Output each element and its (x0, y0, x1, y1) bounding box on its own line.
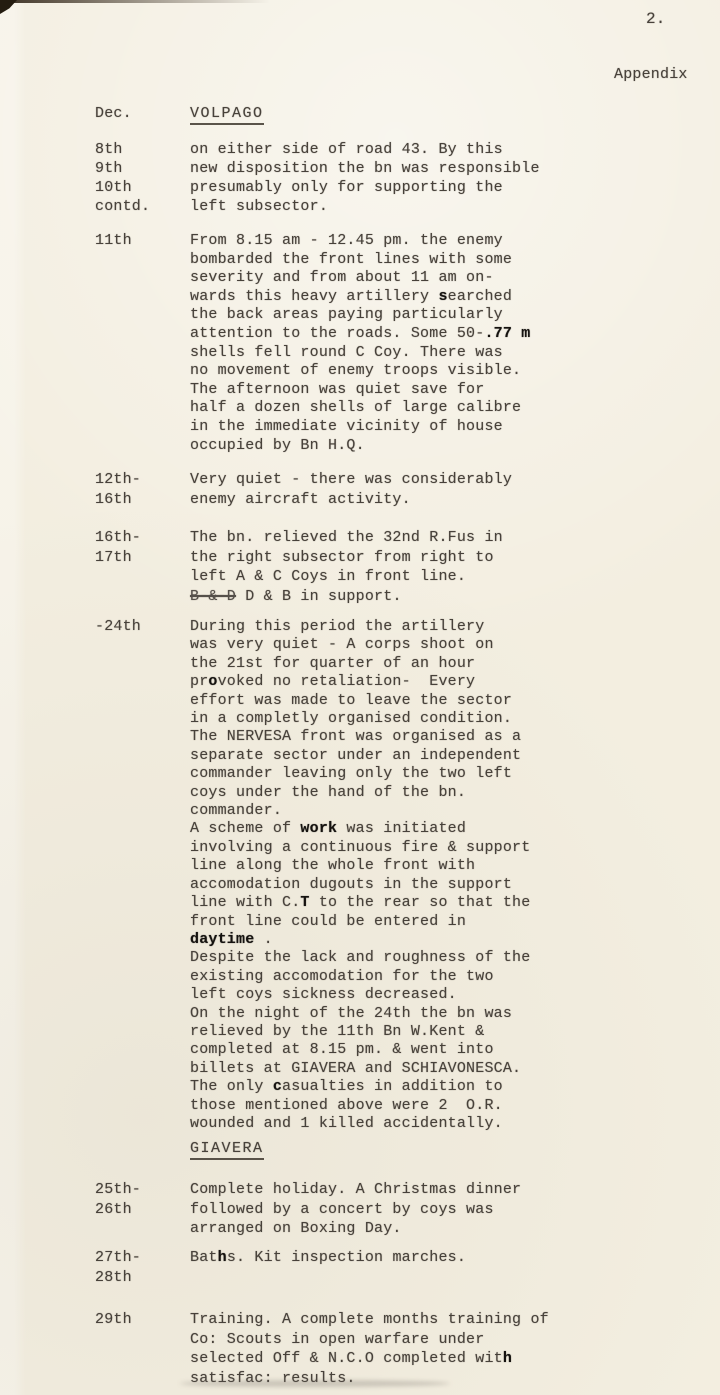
entry-dates (95, 232, 132, 251)
date-line: 12th- (95, 471, 142, 488)
bold-text: daytime (190, 930, 255, 948)
body-line: new disposition the bn was responsible (190, 160, 540, 177)
date-line: 17th (95, 548, 132, 566)
body-line: billets at GIAVERA and SCHIAVONESCA. (190, 1059, 522, 1077)
body-line: no movement of enemy troops visible. (190, 362, 522, 380)
body-line: existing accomodation for the two (190, 967, 494, 985)
corner-mark (0, 0, 17, 14)
entry-body (190, 1310, 549, 1388)
body-line: the 21st for quarter of an hour (190, 654, 476, 672)
body-line: on either side of road 43. By this (190, 141, 503, 158)
bold-text: o (208, 673, 218, 691)
entry-dates (95, 528, 141, 567)
date-line: 8th (95, 141, 123, 158)
bold-text: s (438, 287, 448, 305)
date-line: contd. (95, 198, 151, 215)
body-line: left A & C Coys in front line. (190, 568, 467, 585)
entry-body (190, 1180, 521, 1239)
bold-text: h (502, 1350, 513, 1367)
body-line: presumably only for supporting the (190, 179, 503, 196)
entry-dates (95, 1310, 132, 1330)
body-line: The afternoon was quiet save for (190, 380, 485, 398)
body-line: Co: Scouts in open warfare under (190, 1330, 485, 1348)
body-line: followed by a concert by coys was (190, 1200, 494, 1218)
body-line: selected Off & N.C.O completed with (190, 1350, 513, 1367)
body-line: commander leaving only the two left (190, 765, 513, 783)
body-line: Despite the lack and roughness of the (190, 949, 531, 967)
body-line: provoked no retaliation- Every (190, 673, 476, 691)
body-line: attention to the roads. Some 50-.77 m (190, 324, 531, 342)
body-line: Baths. Kit inspection marches. (190, 1249, 467, 1266)
body-line: Very quiet - there was considerably (190, 471, 513, 488)
body-line: During this period the artillery (190, 618, 485, 635)
date-line: 9th (95, 160, 123, 177)
page-number: 2. (646, 10, 666, 28)
entry-dates (95, 470, 141, 510)
bold-text: c (272, 1078, 283, 1096)
body-line: separate sector under an independent (190, 746, 522, 764)
body-line: bombarded the front lines with some (190, 250, 513, 268)
bottom-smudge (180, 1380, 450, 1387)
date-line: 25th- (95, 1181, 142, 1198)
body-line: From 8.15 am - 12.45 pm. the enemy (190, 232, 503, 249)
date-line: 26th (95, 1200, 132, 1218)
body-line: wounded and 1 killed accidentally. (190, 1114, 503, 1132)
body-line: the right subsector from right to (190, 548, 494, 566)
body-line: line with C.T to the rear so that the (190, 894, 531, 912)
body-line: involving a continuous fire & support (190, 838, 531, 856)
entry-dates (95, 1180, 141, 1219)
body-line: wards this heavy artillery searched (190, 287, 513, 305)
date-line: 10th (95, 179, 132, 196)
body-line: severity and from about 11 am on- (190, 269, 494, 287)
body-line: The NERVESA front was organised as a (190, 728, 522, 746)
entry-dates (95, 618, 141, 636)
date-line: 27th- (95, 1249, 142, 1266)
month-label: Dec. (95, 105, 132, 122)
body-line: in the immediate vicinity of house (190, 417, 503, 435)
section-heading: GIAVERA (190, 1140, 264, 1160)
body-line: line along the whole front with (190, 857, 476, 875)
body-line: enemy aircraft activity. (190, 491, 411, 508)
bold-text: .77 m (484, 324, 531, 342)
entry-body (190, 232, 530, 455)
body-line: completed at 8.15 pm. & went into (190, 1041, 494, 1059)
entry-dates (95, 140, 150, 216)
section-header-giavera (190, 1140, 264, 1160)
date-line: -24th (95, 618, 142, 635)
body-line: coys under the hand of the bn. (190, 783, 467, 801)
body-line: A scheme of work was initiated (190, 820, 467, 838)
body-line: front line could be entered in (190, 912, 467, 930)
entry-body (190, 470, 512, 510)
body-line: Complete holiday. A Christmas dinner (190, 1181, 522, 1198)
body-line: occupied by Bn H.Q. (190, 436, 365, 454)
body-line: in a completly organised condition. (190, 710, 513, 728)
body-line: daytime . (190, 930, 273, 948)
body-line: On the night of the 24th the bn was (190, 1004, 513, 1022)
body-line: satisfac: results. (190, 1369, 356, 1387)
body-line: arranged on Boxing Day. (190, 1220, 402, 1237)
body-line: left coys sickness decreased. (190, 986, 457, 1004)
appendix-label: Appendix (614, 66, 688, 83)
date-line: 29th (95, 1311, 132, 1328)
body-line: was very quiet - A corps shoot on (190, 636, 494, 654)
body-line: effort was made to leave the sector (190, 691, 513, 709)
bold-text: T (300, 894, 310, 912)
body-line: Training. A complete months training of (190, 1311, 549, 1328)
struck-text: B-&-D (190, 587, 237, 605)
entry-dates (95, 1248, 141, 1287)
date-line: 16th (95, 491, 132, 508)
body-line: accomodation dugouts in the support (190, 875, 513, 893)
body-line: B-&-D D & B in support. (190, 587, 402, 605)
entry-body (190, 1248, 466, 1268)
top-edge-tear (0, 0, 270, 3)
body-line: those mentioned above were 2 O.R. (190, 1096, 503, 1114)
body-line: commander. (190, 802, 283, 820)
date-line: 11th (95, 232, 132, 249)
entry-body (190, 528, 503, 606)
date-line: 16th- (95, 529, 142, 546)
bold-text: work (300, 820, 338, 838)
body-line: The only casualties in addition to (190, 1078, 503, 1096)
bold-text: h (217, 1249, 227, 1266)
entry-body (190, 618, 530, 1133)
body-line: shells fell round C Coy. There was (190, 343, 503, 361)
date-line: 28th (95, 1268, 132, 1286)
body-line: relieved by the 11th Bn W.Kent & (190, 1022, 485, 1040)
section-header-volpago (190, 105, 264, 125)
section-heading: VOLPAGO (190, 105, 264, 125)
body-line: The bn. relieved the 32nd R.Fus in (190, 529, 503, 546)
body-line: the back areas paying particularly (190, 306, 503, 324)
body-line: left subsector. (190, 198, 329, 215)
entry-body (190, 140, 540, 216)
body-line: half a dozen shells of large calibre (190, 399, 522, 417)
